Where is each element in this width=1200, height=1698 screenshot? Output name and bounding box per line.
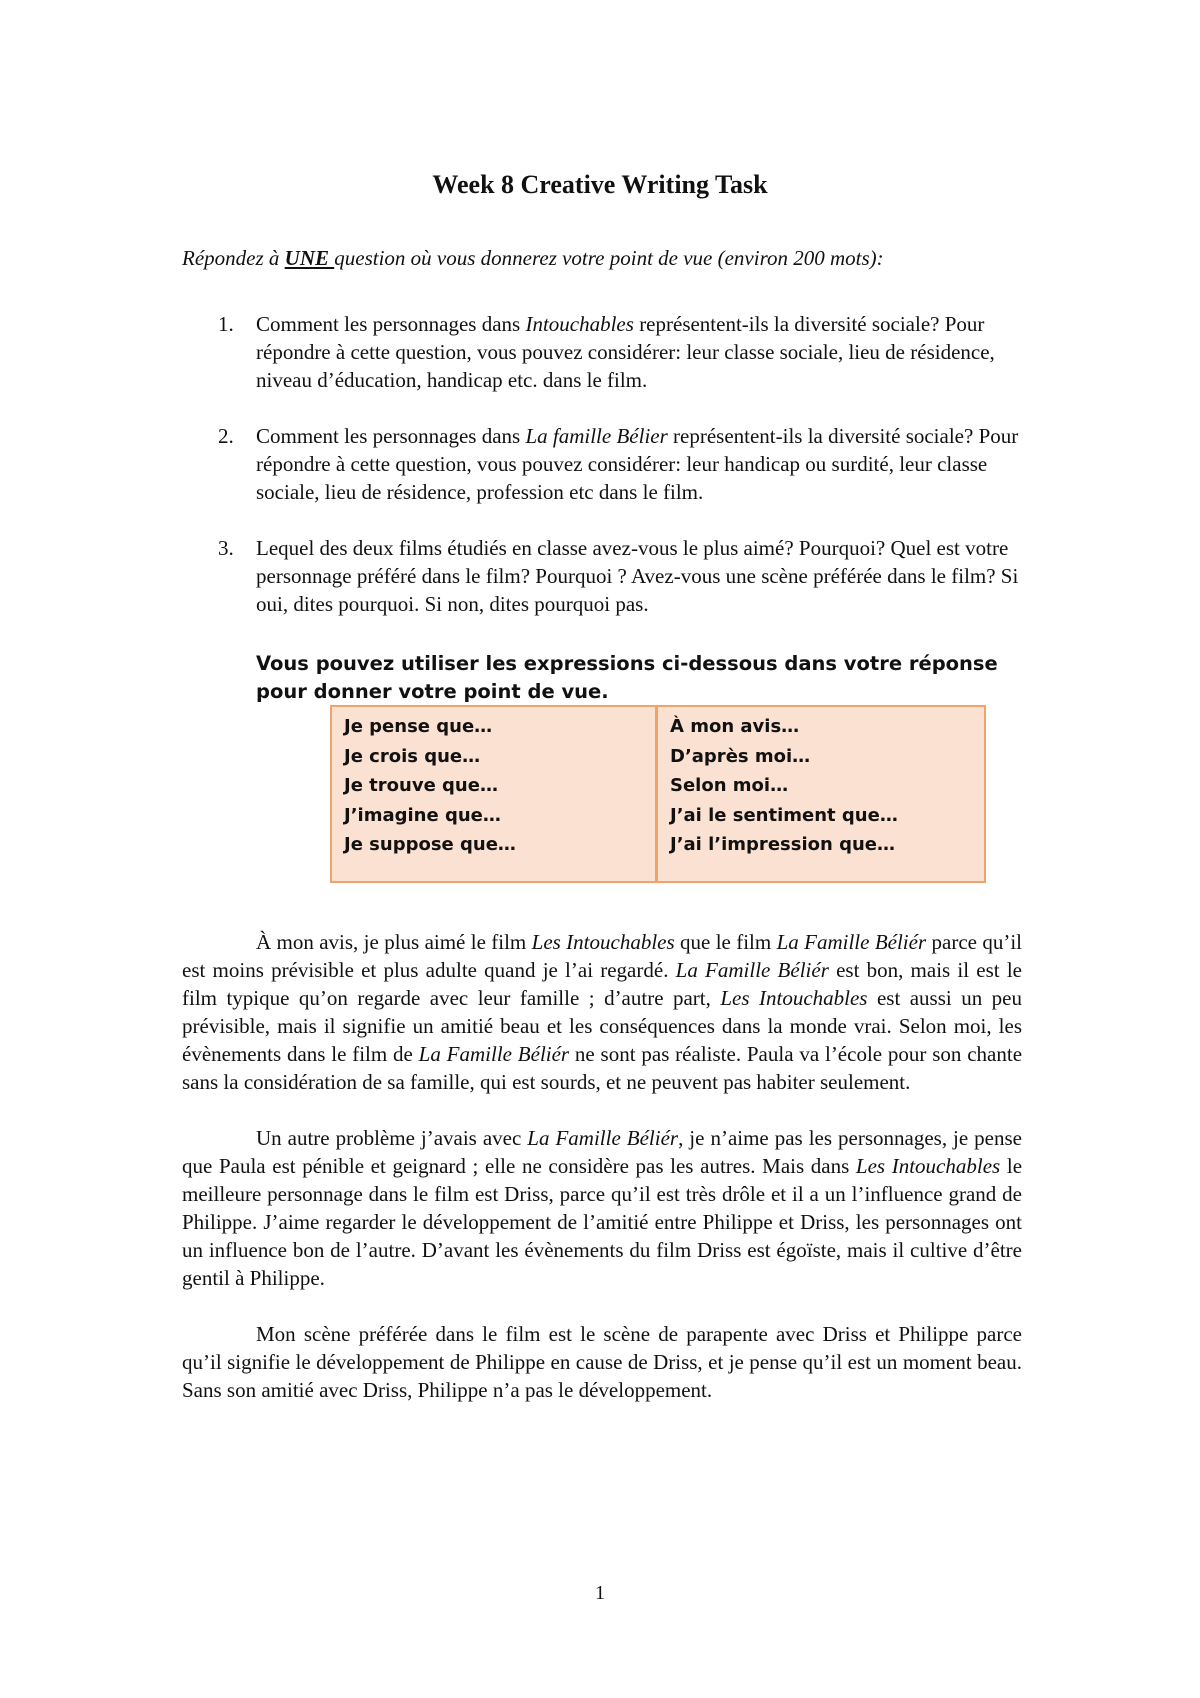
phrase-table (330, 705, 986, 883)
essay-paragraph-2 (182, 1124, 1022, 1292)
film-title: Les Intouchables (855, 1154, 1001, 1178)
essay-text: parce qu’il est moins prévisible et plus adulte quand je l’ai regardé. (182, 930, 1022, 982)
film-title: La Famille Béliér (527, 1126, 679, 1150)
essay-text: le meilleure personnage dans le film est Driss, parce qu’il est très drôle et il a un l’influence grand de Philippe. J’aime regarder le développement de l’amitié entre Philippe et Driss, les personnages ont un influence bon de l’autre. D’avant les évènements du film Driss est égoïste, mais il cultive d’être gentil à Philippe. (182, 1154, 1023, 1290)
essay-text: , je n’aime pas les personnages, je pense que Paula est pénible et geignard ; elle ne considère pas les autres. Mais dans (182, 1126, 1022, 1178)
essay-text: est bon, mais il est le film typique qu’on regarde avec leur famille ; d’autre part, (182, 958, 1022, 1010)
film-title: La Famille Béliér (776, 930, 927, 954)
essay-text: Un autre problème j’avais avec (256, 1126, 528, 1150)
phrase-column-left (332, 707, 658, 881)
phrase-item: J’ai le sentiment que… (670, 804, 898, 826)
question-item (182, 534, 1022, 618)
instruction-before: Répondez à (182, 246, 285, 270)
phrase-column-right (658, 707, 984, 881)
essay-text: À mon avis, je plus aimé le film (256, 930, 532, 954)
essay-body (182, 928, 1022, 1432)
page-number: 1 (595, 1582, 605, 1604)
essay-text: est aussi un peu prévisible, mais il signifie un amitié beau et les conséquences dans la monde vrai. Selon moi, les évènements dans le film de (182, 986, 1022, 1066)
instruction-after: question où vous donnerez votre point de vue (environ 200 mots): (334, 246, 884, 270)
phrase-item: À mon avis… (670, 716, 800, 737)
question-number: 1. (218, 312, 234, 336)
question-text-after: représentent-ils la diversité sociale? Pour répondre à cette question, vous pouvez considérer: leur classe sociale, lieu de résidence, niveau d’éducation, handicap etc. dans le film. (256, 312, 995, 392)
question-text: Lequel des deux films étudiés en classe avez-vous le plus aimé? Pourquoi? Quel est votre personnage préféré dans le film? Pourquoi ? Avez-vous une scène préférée dans le film? Si oui, dites pourquoi. Si non, dites pourquoi pas. (256, 536, 1019, 616)
question-text-after: représentent-ils la diversité sociale? Pour répondre à cette question, vous pouvez considérer: leur handicap ou surdité, leur classe sociale, lieu de résidence, profession etc dans le film. (256, 424, 1019, 504)
film-title: La Famille Béliér (418, 1042, 570, 1066)
question-list (182, 310, 1022, 646)
question-number: 2. (218, 424, 234, 448)
phrase-item: Je trouve que… (344, 775, 498, 796)
page-title: Week 8 Creative Writing Task (432, 170, 768, 199)
instruction-line (182, 246, 1082, 271)
question-item (182, 422, 1022, 506)
film-title: Les Intouchables (720, 986, 868, 1010)
phrase-item: Je crois que… (344, 745, 481, 767)
question-item (182, 310, 1022, 394)
essay-paragraph-3: Mon scène préférée dans le film est le scène de parapente avec Driss et Philippe parce qu’il signifie le développement de Philippe en cause de Driss, et je pense qu’il est un moment beau. Sans son amitié avec Driss, Philippe n’a pas le développement. (182, 1322, 1022, 1402)
question-film-title: Intouchables (525, 312, 634, 336)
phrase-item: J’imagine que… (344, 804, 501, 826)
phrases-intro: Vous pouvez utiliser les expressions ci-dessous dans votre réponse pour donner votre point de vue. (256, 652, 998, 703)
phrase-item: Je pense que… (344, 716, 493, 737)
essay-paragraph-1 (182, 928, 1022, 1096)
question-film-title: La famille Bélier (525, 424, 668, 448)
question-text-before: Comment les personnages dans (256, 424, 526, 448)
question-number: 3. (218, 536, 234, 560)
essay-text: ne sont pas réaliste. Paula va l’école pour son chante sans la considération de sa famille, qui est sourds, et ne peuvent pas habiter seulement. (182, 1042, 1023, 1094)
instruction-emphasis: UNE (284, 246, 335, 270)
question-text-before: Comment les personnages dans (256, 312, 526, 336)
phrase-item: Je suppose que… (344, 834, 516, 855)
phrase-item: J’ai l’impression que… (670, 834, 895, 855)
phrase-item: D’après moi… (670, 745, 811, 767)
film-title: La Famille Béliér (675, 958, 829, 982)
film-title: Les Intouchables (531, 930, 675, 954)
essay-text: que le film (674, 930, 777, 954)
phrase-item: Selon moi… (670, 775, 789, 796)
